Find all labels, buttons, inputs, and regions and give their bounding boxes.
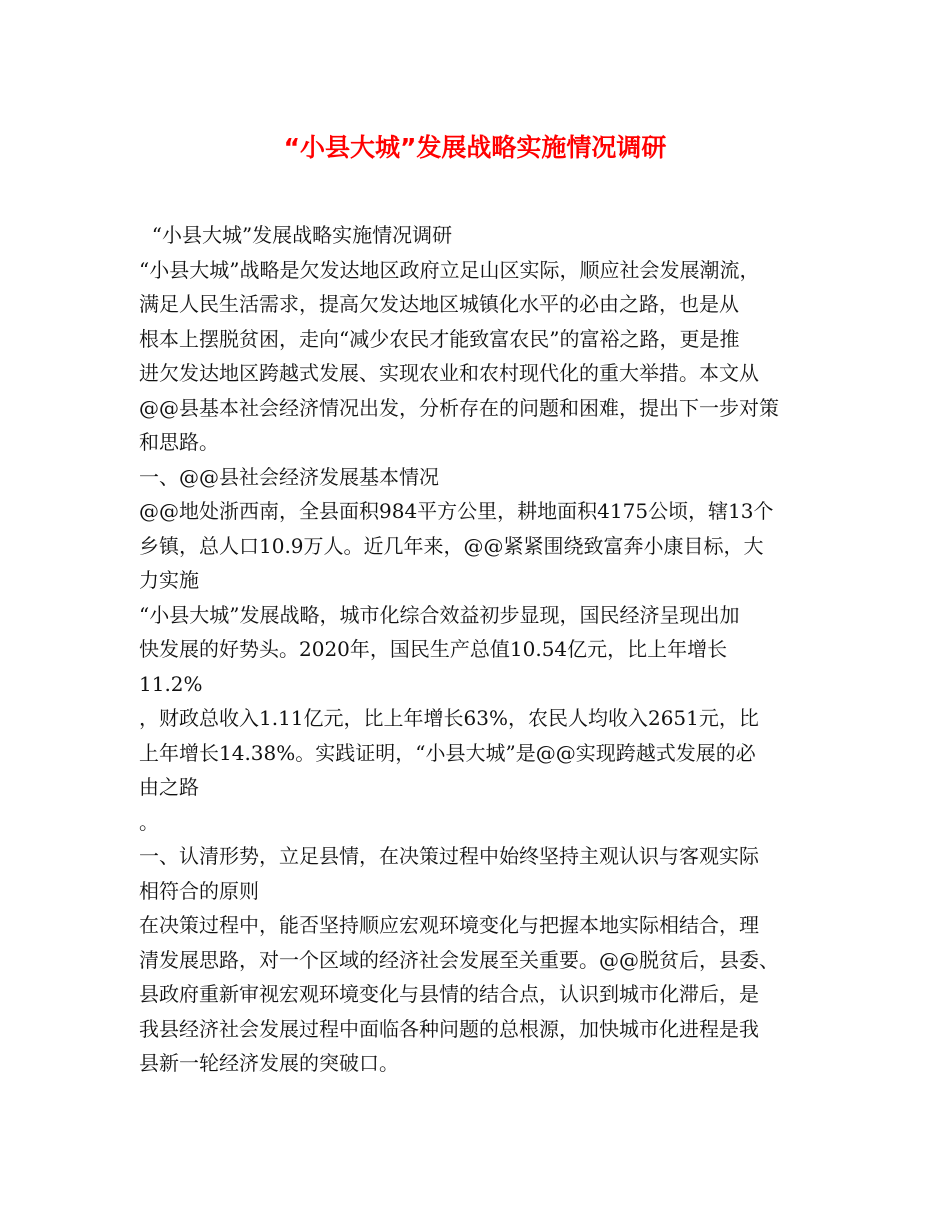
body-line: 11.2% bbox=[139, 671, 203, 696]
body-line: ，财政总收入1.11亿元，比上年增长63%，农民人均收入2651元，比 bbox=[139, 706, 759, 730]
body-line: 进欠发达地区跨越式发展、实现农业和农村现代化的重大举措。本文从 bbox=[139, 361, 759, 385]
body-line: 快发展的好势头。2020年，国民生产总值10.54亿元，比上年增长 bbox=[139, 637, 728, 661]
body-line: @@县基本社会经济情况出发，分析存在的问题和困难，提出下一步对策 bbox=[139, 395, 779, 420]
body-line: 。 bbox=[139, 809, 159, 834]
body-line: 一、@@县社会经济发展基本情况 bbox=[139, 464, 439, 489]
body-line: “小县大城”发展战略，城市化综合效益初步显现，国民经济呈现出加 bbox=[139, 602, 740, 627]
body-line: 乡镇，总人口10.9万人。近几年来，@@紧紧围绕致富奔小康目标，大 bbox=[139, 533, 764, 558]
body-line: 在决策过程中，能否坚持顺应宏观环境变化与把握本地实际相结合，理 bbox=[139, 913, 759, 937]
body-line: 我县经济社会发展过程中面临各种问题的总根源，加快城市化进程是我 bbox=[139, 1016, 759, 1041]
body-line: “小县大城”战略是欠发达地区政府立足山区实际，顺应社会发展潮流， bbox=[139, 257, 760, 282]
body-line: 满足人民生活需求，提高欠发达地区城镇化水平的必由之路，也是从 bbox=[139, 292, 739, 316]
body-line: “小县大城”发展战略实施情况调研 bbox=[139, 223, 453, 247]
document-body bbox=[139, 218, 819, 1081]
body-line: 清发展思路，对一个区域的经济社会发展至关重要。@@脱贫后，县委、 bbox=[139, 947, 779, 972]
body-line: 相符合的原则 bbox=[139, 878, 259, 903]
body-line: 一、认清形势，立足县情，在决策过程中始终坚持主观认识与客观实际 bbox=[139, 844, 759, 868]
body-line: @@地处浙西南，全县面积984平方公里，耕地面积4175公顷，辖13个 bbox=[139, 499, 774, 523]
body-line: 县新一轮经济发展的突破口。 bbox=[139, 1051, 399, 1075]
body-line: 县政府重新审视宏观环境变化与县情的结合点，认识到城市化滞后，是 bbox=[139, 982, 759, 1006]
body-line: 力实施 bbox=[139, 568, 199, 592]
body-line: 和思路。 bbox=[139, 430, 219, 454]
body-line: 根本上摆脱贫困，走向“减少农民才能致富农民”的富裕之路，更是推 bbox=[139, 326, 740, 351]
body-line: 由之路 bbox=[139, 775, 199, 799]
body-line: 上年增长14.38%。实践证明，“小县大城”是@@实现跨越式发展的必 bbox=[139, 740, 756, 765]
document-title: “小县大城”发展战略实施情况调研 bbox=[283, 133, 667, 162]
